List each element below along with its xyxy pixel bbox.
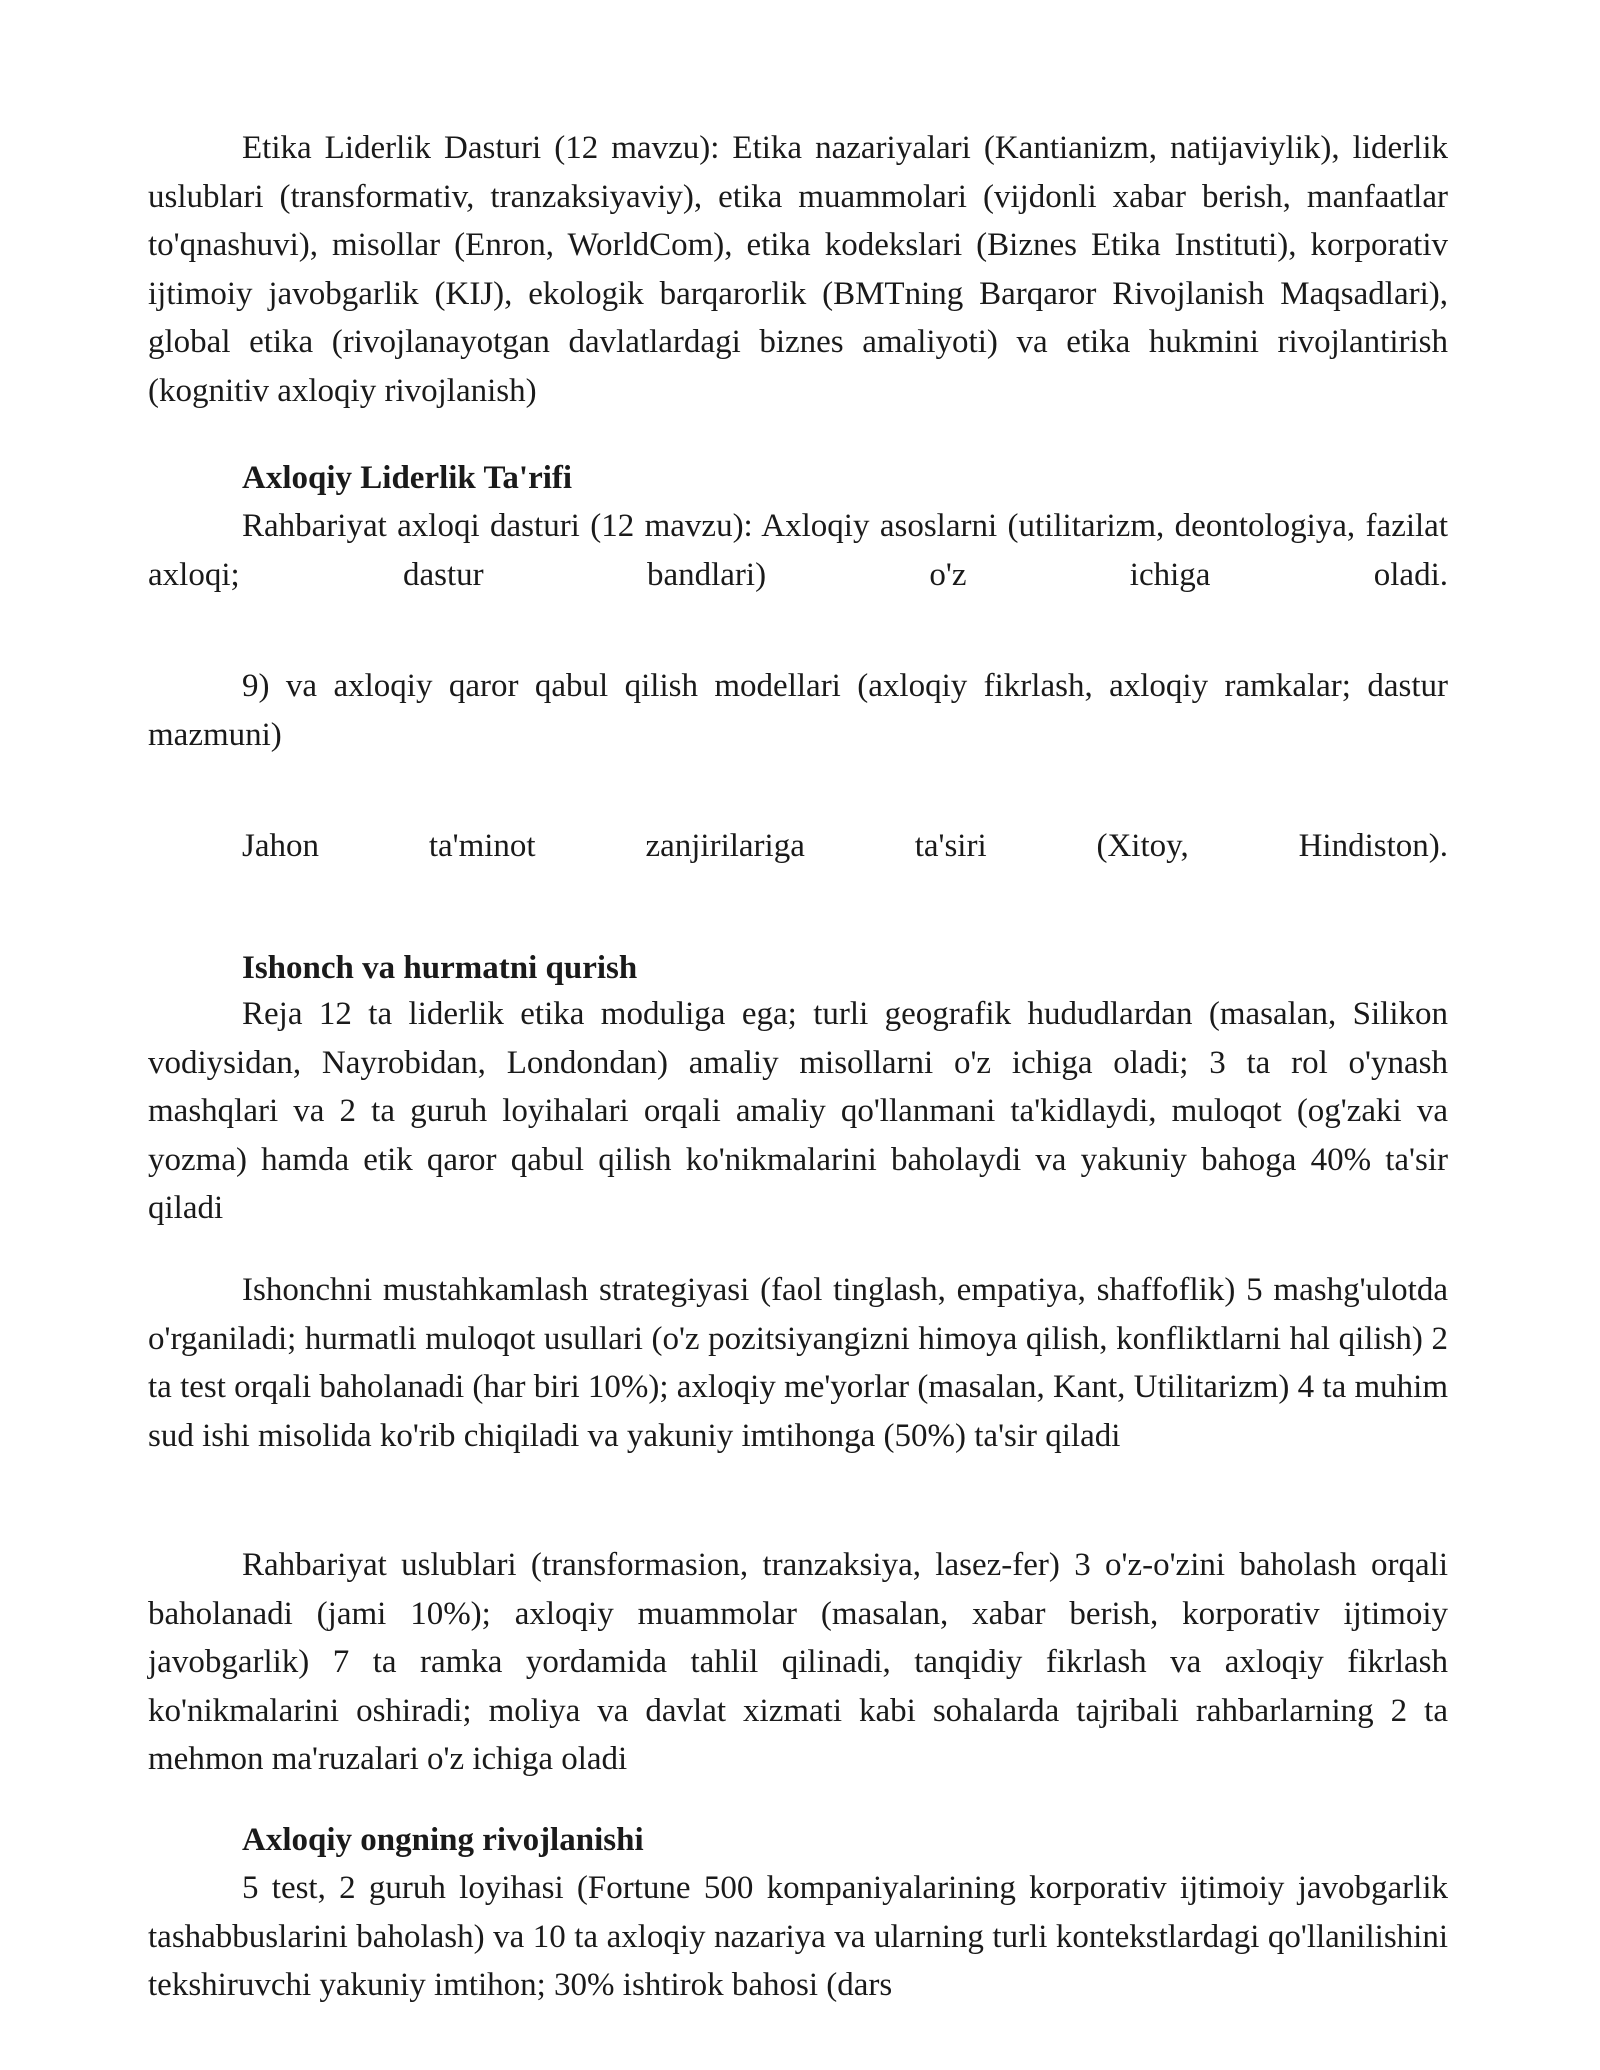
section-heading-moral-awareness: Axloqiy ongning rivojlanishi [242, 1822, 644, 1858]
supply-chain-paragraph: Jahon ta'minot zanjirilariga ta'siri (Xitoy, Hindiston). [242, 828, 1448, 864]
ethical-leadership-paragraph: Rahbariyat axloqi dasturi (12 mavzu): Axloqiy asoslarni (utilitarizm, deontologiya, fazilat axloqi; dastur bandlari) o'z ichiga oladi. [148, 508, 1448, 593]
decision-models-paragraph: 9) va axloqiy qaror qabul qilish modellari (axloqiy fikrlash, axloqiy ramkalar; dastur mazmuni) [148, 668, 1448, 753]
leadership-styles-paragraph: Rahbariyat uslublari (transformasion, tranzaksiya, lasez-fer) 3 o'z-o'zini baholash orqali baholanadi (jami 10%); axloqiy muammolar (masalan, xabar berish, korporativ ijtimoiy javobgarlik) 7 ta ramka yordamida tahlil qilinadi, tanqidiy fikrlash va axloqiy fikrlash ko'nikmalarini oshiradi; moliya va davlat xizmati kabi sohalarda tajribali rahbarlarning 2 ta mehmon ma'ruzalari o'z ichiga oladi [148, 1547, 1448, 1777]
section-heading-trust-respect: Ishonch va hurmatni qurish [242, 950, 638, 986]
moral-awareness-paragraph: 5 test, 2 guruh loyihasi (Fortune 500 kompaniyalarining korporativ ijtimoiy javobgarlik tashabbuslarini baholash) va 10 ta axloqiy nazariya va ularning turli kontekstlardagi qo'llanilishini tekshiruvchi yakuniy imtihon; 30% ishtirok bahosi (dars [148, 1870, 1448, 2003]
trust-strategy-paragraph: Ishonchni mustahkamlash strategiyasi (faol tinglash, empatiya, shaffoflik) 5 mashg'ulotda o'rganiladi; hurmatli muloqot usullari (o'z pozitsiyangizni himoya qilish, konfliktlarni hal qilish) 2 ta test orqali baholanadi (har biri 10%); axloqiy me'yorlar (masalan, Kant, Utilitarizm) 4 ta muhim sud ishi misolida ko'rib chiqiladi va yakuniy imtihonga (50%) ta'sir qiladi [148, 1272, 1448, 1454]
section-heading-ethical-leadership: Axloqiy Liderlik Ta'rifi [242, 460, 573, 496]
intro-paragraph: Etika Liderlik Dasturi (12 mavzu): Etika nazariyalari (Kantianizm, natijaviylik), liderlik uslublari (transformativ, tranzaksiyaviy), etika muammolari (vijdonli xabar berish, manfaatlar to'qnashuvi), misollar (Enron, WorldCom), etika kodekslari (Biznes Etika Instituti), korporativ ijtimoiy javobgarlik (KIJ), ekologik barqarorlik (BMTning Barqaror Rivojlanish Maqsadlari), global etika (rivojlanayotgan davlatlardagi biznes amaliyoti) va etika hukmini rivojlantirish (kognitiv axloqiy rivojlanish) [148, 130, 1448, 409]
trust-respect-paragraph: Reja 12 ta liderlik etika moduliga ega; turli geografik hududlardan (masalan, Silikon vodiysidan, Nayrobidan, Londondan) amaliy misollarni o'z ichiga oladi; 3 ta rol o'ynash mashqlari va 2 ta guruh loyihalari orqali amaliy qo'llanmani ta'kidlaydi, muloqot (og'zaki va yozma) hamda etik qaror qabul qilish ko'nikmalarini baholaydi va yakuniy bahoga 40% ta'sir qiladi [148, 996, 1448, 1226]
